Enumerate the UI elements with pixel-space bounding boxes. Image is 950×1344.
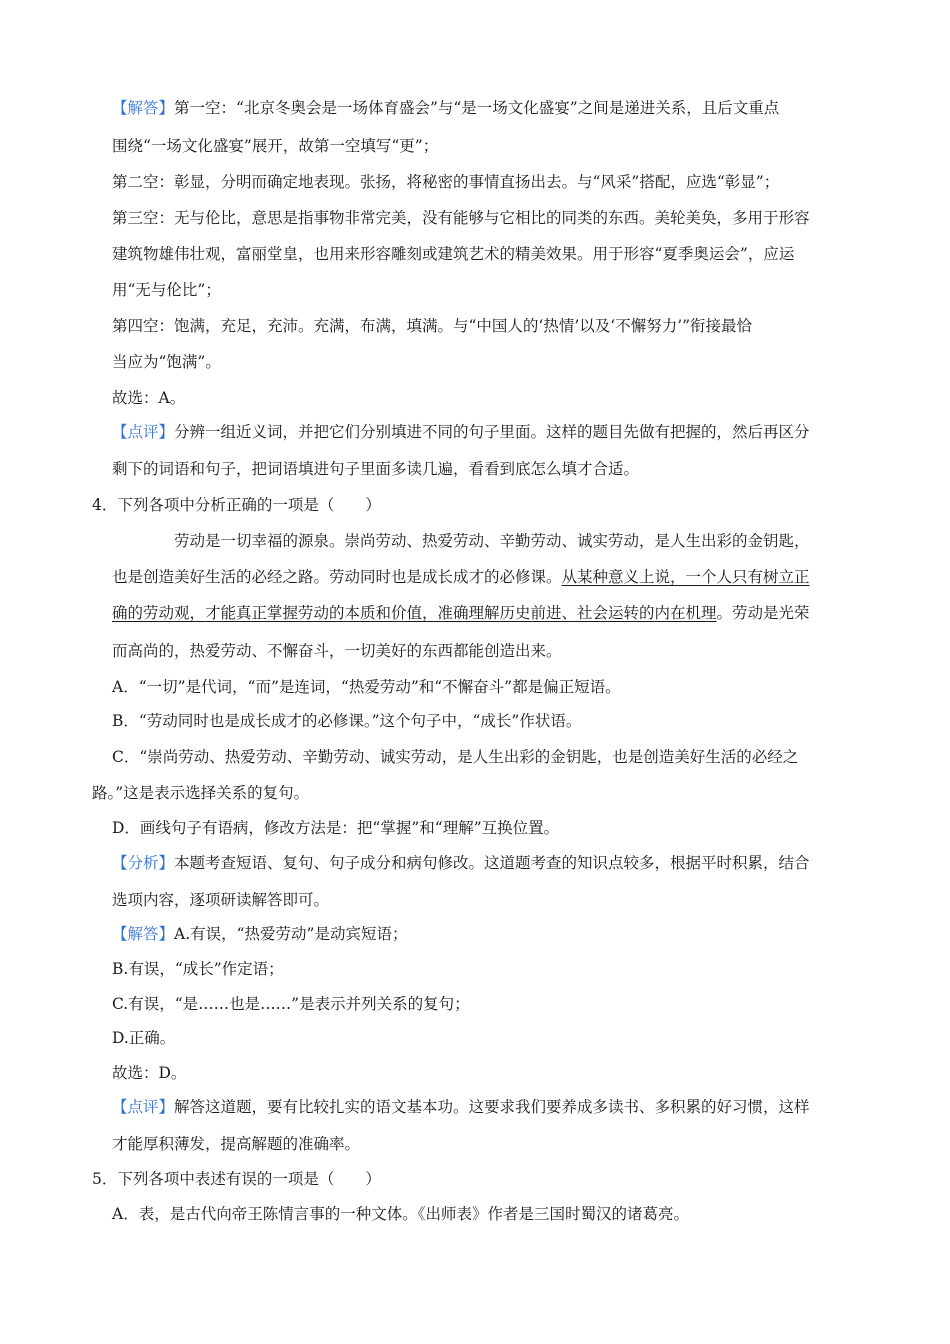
q4-passage-line-2: 也是创造美好生活的必经之路。劳动同时也是成长成才的必修课。从某种意义上说，一个人只有树立正 (112, 568, 810, 586)
q3-jieda-line-9: 故选：A。 (112, 389, 186, 407)
q4-passage-line-4: 而高尚的，热爱劳动、不懈奋斗，一切美好的东西都能创造出来。 (112, 642, 562, 660)
q3-jieda-line-4: 第三空：无与伦比，意思是指事物非常完美，没有能够与它相比的同类的东西。美轮美奂，多用于形容 (112, 209, 810, 227)
q3-jieda-line-2: 围绕“一场文化盛宴”展开，故第一空填写“更”； (112, 137, 439, 155)
q4-passage-line-3: 确的劳动观，才能真正掌握劳动的本质和价值，准确理解历史前进、社会运转的内在机理。劳动是光荣 (112, 604, 810, 622)
jieda-tag: 【解答】 (112, 99, 175, 117)
underlined-sentence-part-1: 从某种意义上说，一个人只有树立正 (561, 568, 810, 586)
q4-fenxi-line-2: 选项内容，逐项研读解答即可。 (112, 891, 330, 909)
jieda-tag: 【解答】 (112, 925, 175, 943)
q3-jieda-line-1: 【解答】第一空：“北京冬奥会是一场体育盛会”与“是一场文化盛宴”之间是递进关系，且后文重点 (112, 99, 780, 117)
q4-option-c-line-1: C．“崇尚劳动、热爱劳动、辛勤劳动、诚实劳动，是人生出彩的金钥匙，也是创造美好生活的必经之 (112, 748, 799, 766)
underlined-sentence-part-2: 确的劳动观，才能真正掌握劳动的本质和价值，准确理解历史前进、社会运转的内在机理 (112, 604, 717, 622)
q5-stem: 5．下列各项中表述有误的一项是（ ） (92, 1170, 381, 1188)
q4-stem: 4．下列各项中分析正确的一项是（ ） (92, 496, 381, 514)
q4-passage-line-1: 劳动是一切幸福的源泉。崇尚劳动、热爱劳动、辛勤劳动、诚实劳动，是人生出彩的金钥匙， (174, 532, 810, 550)
q3-dianping-line-1: 【点评】分辨一组近义词，并把它们分别填进不同的句子里面。这样的题目先做有把握的，然后再区分 (112, 423, 810, 441)
q3-dianping-line-2: 剩下的词语和句子，把词语填进句子里面多读几遍，看看到底怎么填才合适。 (112, 460, 640, 478)
q4-option-c-line-2: 路。”这是表示选择关系的复句。 (92, 784, 310, 802)
q4-dianping-line-1: 【点评】解答这道题，要有比较扎实的语文基本功。这要求我们要养成多读书、多积累的好习惯，这样 (112, 1098, 810, 1116)
q4-jieda-line-2: B.有误，“成长”作定语； (112, 960, 284, 978)
q3-jieda-line-6: 用“无与伦比”； (112, 281, 221, 299)
q4-option-d: D．画线句子有语病，修改方法是：把“掌握”和“理解”互换位置。 (112, 819, 560, 837)
q4-fenxi-line-1: 【分析】本题考查短语、复句、句子成分和病句修改。这道题考查的知识点较多，根据平时积累，结合 (112, 854, 810, 872)
q4-jieda-line-3: C.有误，“是……也是……”是表示并列关系的复句； (112, 995, 470, 1013)
q4-jieda-line-4: D.正确。 (112, 1029, 176, 1047)
q4-jieda-line-5: 故选：D。 (112, 1064, 187, 1082)
dianping-tag: 【点评】 (112, 1098, 175, 1116)
q3-jieda-line-3: 第二空：彰显，分明而确定地表现。张扬，将秘密的事情直扬出去。与“风采”搭配，应选“彰显”； (112, 173, 780, 191)
q4-dianping-line-2: 才能厚积薄发，提高解题的准确率。 (112, 1135, 361, 1153)
q3-jieda-line-5: 建筑物雄伟壮观，富丽堂皇，也用来形容雕刻或建筑艺术的精美效果。用于形容“夏季奥运会”，应运 (112, 245, 795, 263)
q5-option-a: A．表，是古代向帝王陈情言事的一种文体。《出师表》作者是三国时蜀汉的诸葛亮。 (112, 1205, 689, 1223)
fenxi-tag: 【分析】 (112, 854, 175, 872)
q3-jieda-line-8: 当应为“饱满”。 (112, 353, 221, 371)
dianping-tag: 【点评】 (112, 423, 175, 441)
q4-option-b: B．“劳动同时也是成长成才的必修课。”这个句子中，“成长”作状语。 (112, 712, 582, 730)
q4-jieda-line-1: 【解答】A.有误，“热爱劳动”是动宾短语； (112, 925, 408, 943)
q4-option-a: A．“一切”是代词，“而”是连词，“热爱劳动”和“不懈奋斗”都是偏正短语。 (112, 678, 621, 696)
q3-jieda-line-7: 第四空：饱满，充足，充沛。充满，布满，填满。与“中国人的‘热情’以及‘不懈努力’”衔接最恰 (112, 317, 753, 335)
